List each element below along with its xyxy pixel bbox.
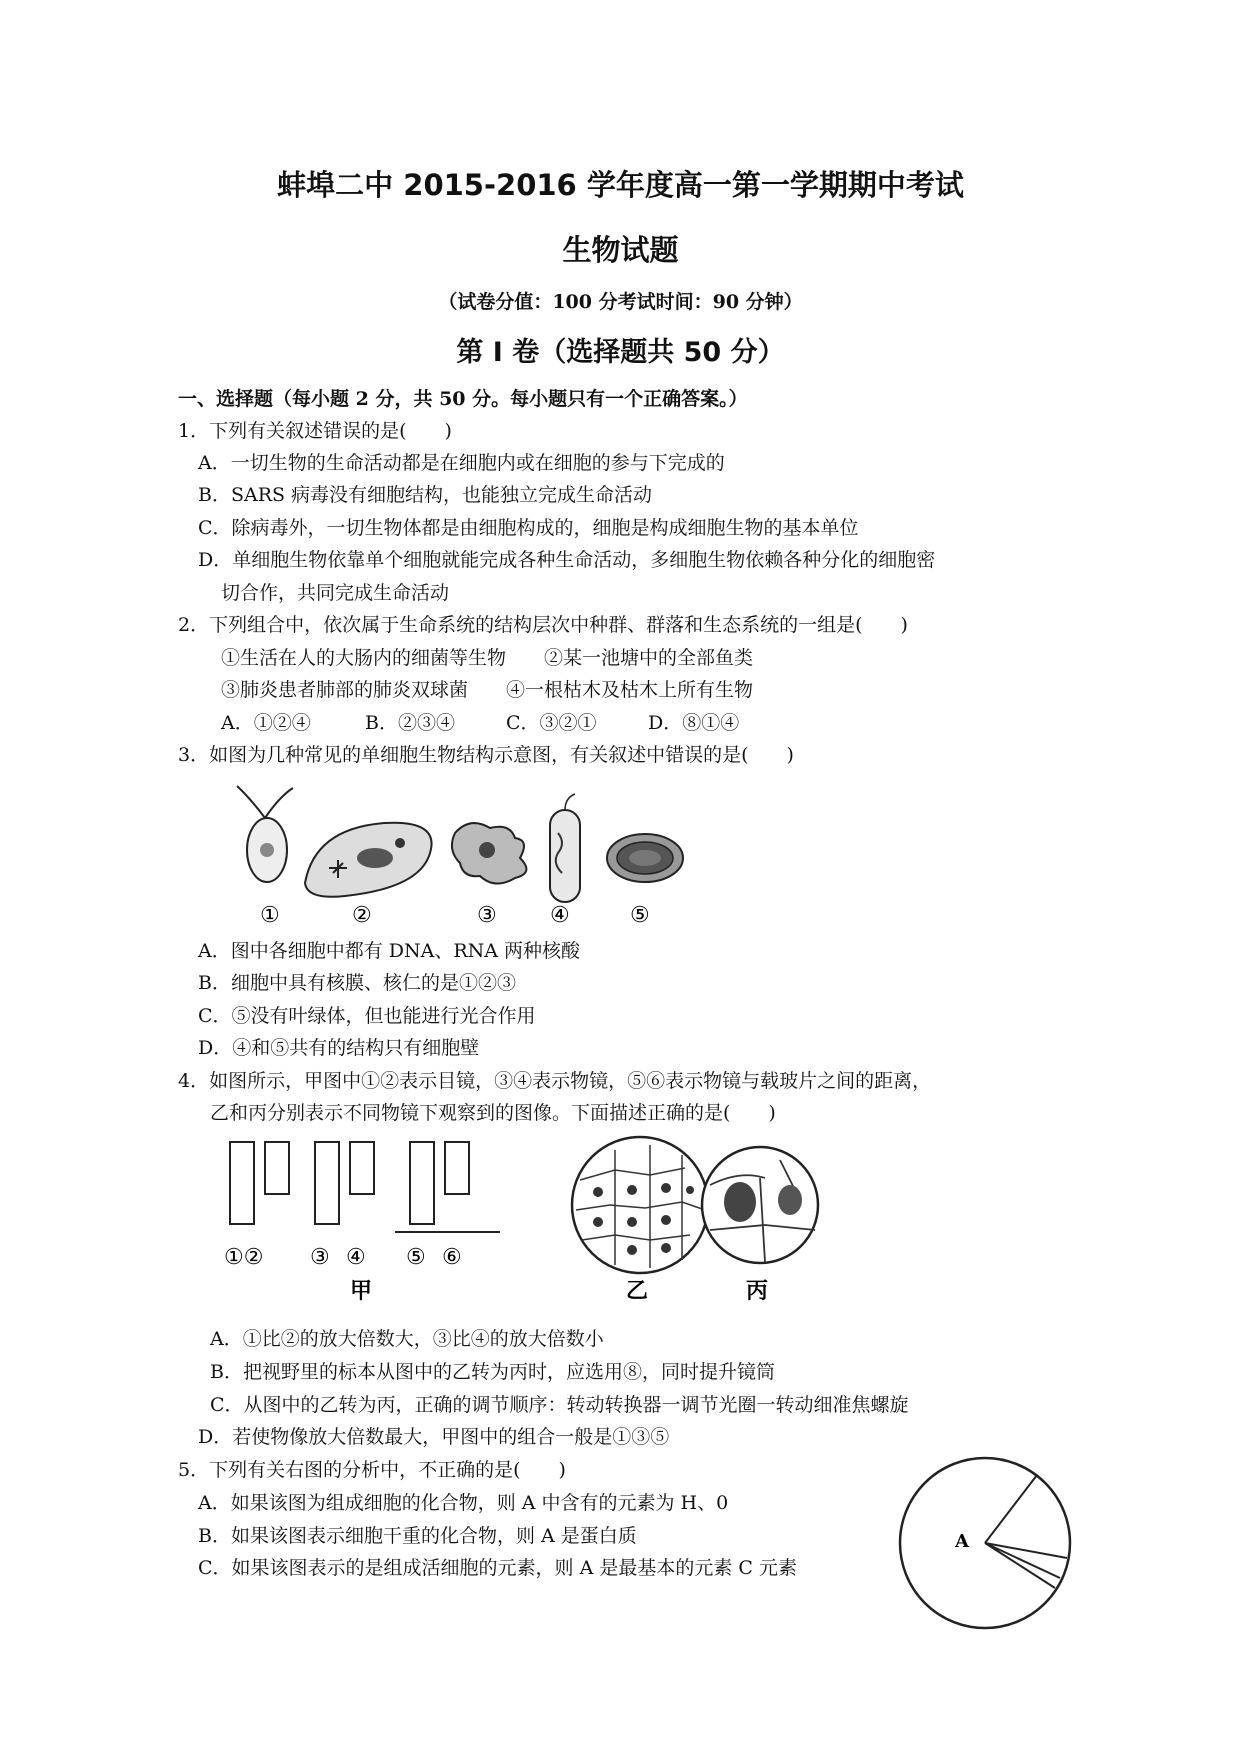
figure-3-label-2: ②: [352, 903, 372, 928]
question-1-option-a: A．一切生物的生命活动都是在细胞内或在细胞的参与下完成的: [198, 452, 725, 474]
cell-5-drawing: [607, 834, 683, 882]
figure-4-label-6: ⑥: [442, 1245, 462, 1270]
exam-note: （试卷分值：100 分考试时间：90 分钟）: [438, 291, 803, 313]
question-1-stem: 1．下列有关叙述错误的是( ): [178, 420, 452, 442]
volume-heading: 第 I 卷（选择题共 50 分）: [456, 337, 785, 368]
figure-4-label-jia: 甲: [350, 1278, 373, 1304]
figure-4-label-3: ③: [310, 1245, 330, 1270]
cell-3-drawing: [452, 823, 526, 884]
figure-jia-lenses: [230, 1142, 500, 1232]
question-3-stem: 3．如图为几种常见的单细胞生物结构示意图，有关叙述中错误的是( ): [178, 744, 794, 766]
cell-4-drawing: [550, 794, 580, 902]
figure-4-label-4: ④: [346, 1245, 366, 1270]
question-2-stem: 2．下列组合中，依次属于生命系统的结构层次中种群、群落和生态系统的一组是( ): [178, 614, 908, 636]
figure-4-label-1-2: ①②: [224, 1245, 264, 1270]
question-5-option-c: C．如果该图表示的是组成活细胞的元素，则 A 是最基本的元素 C 元素: [198, 1557, 797, 1579]
question-3-option-c: C．⑤没有叶绿体，但也能进行光合作用: [198, 1005, 536, 1027]
question-1-option-d: D．单细胞生物依靠单个细胞就能完成各种生命活动，多细胞生物依赖各种分化的细胞密: [198, 549, 936, 571]
question-4-option-d: D．若使物像放大倍数最大，甲图中的组合一般是①③⑤: [198, 1426, 670, 1448]
question-2-line-2: ③肺炎患者肺部的肺炎双球菌 ④一根枯木及枯木上所有生物: [221, 679, 754, 701]
question-2-line-1: ①生活在人的大肠内的细菌等生物 ②某一池塘中的全部鱼类: [221, 647, 754, 669]
question-5-option-b: B．如果该图表示细胞干重的化合物，则 A 是蛋白质: [198, 1525, 637, 1547]
question-4-stem-cont: 乙和丙分别表示不同物镜下观察到的图像。下面描述正确的是( ): [210, 1102, 776, 1124]
cell-2-drawing: [305, 823, 432, 897]
figure-3-label-5: ⑤: [630, 903, 650, 928]
question-1-option-c: C．除病毒外，一切生物体都是由细胞构成的，细胞是构成细胞生物的基本单位: [198, 517, 859, 539]
figure-3-label-4: ④: [550, 903, 570, 928]
question-1-option-b: B．SARS 病毒没有细胞结构，也能独立完成生命活动: [198, 484, 653, 506]
figure-4-label-bing: 丙: [746, 1278, 769, 1304]
question-3-option-b: B．细胞中具有核膜、核仁的是①②③: [198, 972, 516, 994]
question-2-option-a: A．①②④: [221, 712, 311, 734]
question-4-option-c: C．从图中的乙转为丙，正确的调节顺序：转动转换器一调节光圈一转动细准焦螺旋: [210, 1394, 909, 1416]
figure-yi-view: [572, 1137, 708, 1273]
question-2-option-c: C．③②①: [506, 712, 597, 734]
question-4-stem: 4．如图所示，甲图中①②表示目镜，③④表示物镜，⑤⑥表示物镜与载玻片之间的距离，: [178, 1070, 932, 1092]
figure-bing-view: [702, 1147, 818, 1263]
question-2-option-b: B．②③④: [365, 712, 455, 734]
page-title: 蚌埠二中 2015-2016 学年度高一第一学期期中考试: [277, 168, 964, 202]
figure-4-label-5: ⑤: [406, 1245, 426, 1270]
question-2-option-d: D．⑧①④: [648, 712, 740, 734]
figure-3-label-3: ③: [477, 903, 497, 928]
question-1-option-d-cont: 切合作，共同完成生命活动: [221, 582, 450, 604]
question-4-option-a: A．①比②的放大倍数大，③比④的放大倍数小: [210, 1328, 604, 1350]
question-3-option-a: A．图中各细胞中都有 DNA、RNA 两种核酸: [198, 940, 581, 962]
pie-label-a: A: [955, 1531, 969, 1552]
question-4-option-b: B．把视野里的标本从图中的乙转为丙时，应选用⑧，同时提升镜筒: [210, 1361, 775, 1383]
question-3-option-d: D．④和⑤共有的结构只有细胞壁: [198, 1037, 480, 1059]
page-subtitle: 生物试题: [562, 233, 679, 267]
question-5-stem: 5．下列有关右图的分析中，不正确的是( ): [178, 1459, 566, 1481]
question-5-pie-figure: [895, 1453, 1075, 1633]
question-3-figure: [225, 778, 705, 928]
figure-3-label-1: ①: [260, 903, 280, 928]
figure-4-label-yi: 乙: [626, 1278, 649, 1304]
cell-1-drawing: [237, 786, 293, 882]
section-heading: 一、选择题（每小题 2 分，共 50 分。每小题只有一个正确答案。）: [178, 388, 748, 410]
question-5-option-a: A．如果该图为组成细胞的化合物，则 A 中含有的元素为 H、0: [198, 1492, 729, 1514]
question-4-figure: [220, 1130, 880, 1305]
